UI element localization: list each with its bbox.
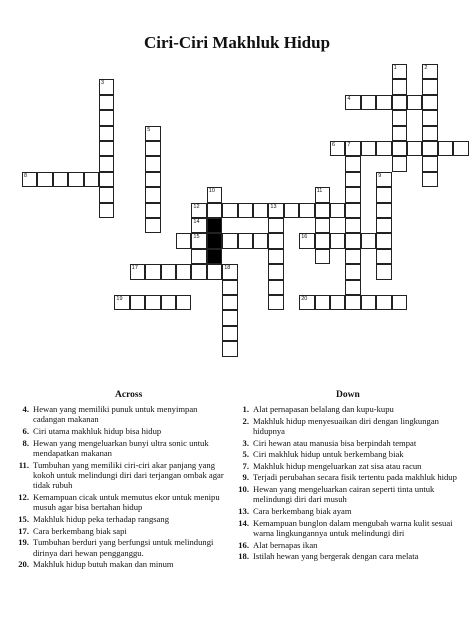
crossword-cell[interactable] (392, 126, 407, 141)
crossword-cell[interactable] (207, 203, 222, 218)
down-clue (234, 540, 464, 550)
crossword-cell[interactable] (145, 203, 160, 218)
blocked-cell (207, 218, 222, 233)
crossword-cell[interactable] (361, 141, 376, 156)
crossword-cell[interactable] (238, 203, 253, 218)
down-clue (234, 506, 464, 516)
crossword-cell[interactable] (191, 264, 206, 279)
cell-number: 5 (147, 126, 151, 133)
clue-text: Tumbuhan yang memiliki ciri-ciri akar panjang yang kokoh untuk melindungi diri dari terjangan ombak agar tidak rubuh (33, 459, 224, 491)
crossword-cell[interactable] (161, 264, 176, 279)
crossword-cell[interactable] (330, 233, 345, 248)
cell-number: 6 (332, 142, 336, 148)
crossword-cell[interactable] (315, 295, 330, 310)
crossword-cell[interactable] (330, 295, 345, 310)
crossword-cell[interactable] (315, 249, 330, 264)
down-clue (234, 404, 464, 414)
crossword-cell[interactable] (207, 264, 222, 279)
crossword-cell[interactable] (99, 110, 114, 125)
cell-number: 16 (301, 234, 308, 241)
crossword-cell[interactable] (392, 110, 407, 125)
crossword-cell[interactable] (361, 295, 376, 310)
crossword-cell[interactable] (130, 295, 145, 310)
crossword-cell[interactable] (315, 187, 330, 202)
crossword-cell[interactable] (99, 187, 114, 202)
cell-number: 3 (101, 80, 105, 87)
clue-text: Ciri hewan atau manusia bisa berpindah tempat (253, 437, 417, 448)
crossword-cell[interactable] (268, 203, 283, 218)
clue-text: Tumbuhan berduri yang berfungsi untuk melindungi dirinya dari hewan pengganggu. (33, 537, 214, 558)
clue-text: Hewan yang mengeluarkan cairan seperti tinta untuk melindungi diri dari musuh (253, 483, 435, 505)
crossword-cell[interactable] (345, 264, 360, 279)
crossword-cell[interactable] (361, 233, 376, 248)
crossword-cell[interactable] (207, 187, 222, 202)
crossword-cell[interactable] (191, 218, 206, 233)
crossword-cell[interactable] (345, 249, 360, 264)
crossword-cell[interactable] (299, 295, 314, 310)
down-clue (234, 484, 464, 505)
crossword-cell[interactable] (376, 203, 391, 218)
crossword-cell[interactable] (222, 264, 237, 279)
crossword-cell[interactable] (268, 280, 283, 295)
crossword-cell[interactable] (37, 172, 52, 187)
across-clue (14, 514, 226, 524)
crossword-cell[interactable] (392, 295, 407, 310)
crossword-cell[interactable] (422, 156, 437, 171)
crossword-cell[interactable] (176, 264, 191, 279)
crossword-cell[interactable] (145, 187, 160, 202)
crossword-cell[interactable] (422, 172, 437, 187)
crossword-cell[interactable] (238, 233, 253, 248)
clue-number: 19. (18, 537, 29, 548)
crossword-cell[interactable] (345, 95, 360, 110)
crossword-cell[interactable] (422, 126, 437, 141)
crossword-cell[interactable] (222, 341, 237, 356)
crossword-cell[interactable] (191, 233, 206, 248)
clue-number: 20. (18, 559, 29, 570)
cell-number: 8 (24, 172, 28, 179)
crossword-cell[interactable] (376, 295, 391, 310)
cell-number: 10 (208, 188, 215, 195)
crossword-cell[interactable] (330, 141, 345, 156)
crossword-cell[interactable] (84, 172, 99, 187)
across-clue (14, 426, 226, 436)
crossword-cell[interactable] (99, 95, 114, 110)
crossword-cell[interactable] (345, 233, 360, 248)
blocked-cell (207, 249, 222, 264)
crossword-cell[interactable] (376, 218, 391, 233)
cell-number: 13 (270, 203, 277, 210)
cell-number: 17 (131, 265, 138, 272)
clue-number: 4. (22, 404, 29, 414)
clue-text: Cara berkembang biak sapi (33, 525, 127, 536)
cell-number: 15 (193, 234, 200, 241)
across-clue (14, 559, 226, 569)
clue-number: 11. (18, 459, 29, 470)
clue-number: 5. (242, 449, 249, 460)
crossword-cell[interactable] (315, 203, 330, 218)
down-clues (234, 404, 464, 563)
down-clue (234, 449, 464, 459)
cell-number: 9 (378, 172, 382, 179)
crossword-cell[interactable] (145, 126, 160, 141)
crossword-cell[interactable] (99, 203, 114, 218)
clue-text: Makhluk hidup peka terhadap rangsang (33, 514, 170, 524)
cell-number: 1 (393, 65, 397, 71)
crossword-cell[interactable] (315, 233, 330, 248)
crossword-cell[interactable] (345, 218, 360, 233)
clue-number: 1. (242, 404, 249, 414)
crossword-cell[interactable] (392, 79, 407, 94)
across-clue (14, 492, 226, 513)
clue-number: 12. (18, 492, 29, 502)
crossword-cell[interactable] (222, 280, 237, 295)
cell-number: 20 (301, 296, 308, 302)
down-clue (234, 551, 464, 561)
across-clue (14, 526, 226, 536)
down-clue (234, 518, 464, 539)
crossword-cell[interactable] (422, 64, 437, 79)
crossword-cell[interactable] (376, 187, 391, 202)
clue-number: 6. (22, 426, 29, 436)
crossword-cell[interactable] (99, 172, 114, 187)
crossword-cell[interactable] (376, 141, 391, 156)
clue-text: Makhluk hidup butuh makan dan minum (33, 559, 174, 570)
clue-number: 3. (242, 437, 249, 448)
crossword-cell[interactable] (222, 310, 237, 325)
crossword-cell[interactable] (268, 233, 283, 248)
blocked-cell (207, 233, 222, 248)
clue-text: Makhluk hidup mengeluarkan zat sisa atau racun (253, 460, 422, 471)
clue-text: Makhluk hidup menyesuaikan diri dengan lingkungan hidupnya (253, 415, 439, 436)
crossword-cell[interactable] (422, 141, 437, 156)
crossword-cell[interactable] (345, 203, 360, 218)
clue-text: Hewan yang memiliki punuk untuk menyimpan cadangan makanan (33, 404, 198, 425)
across-clue (14, 537, 226, 558)
crossword-cell[interactable] (145, 264, 160, 279)
crossword-cell[interactable] (422, 110, 437, 125)
across-clue (14, 438, 226, 459)
clue-text: Kemampuan cicak untuk memutus ekor untuk menipu musuh agar bisa bertahan hidup (33, 492, 220, 513)
crossword-cell[interactable] (191, 203, 206, 218)
cell-number: 12 (193, 203, 200, 210)
crossword-cell[interactable] (114, 295, 129, 310)
clue-number: 13. (238, 505, 249, 516)
cell-number: 7 (347, 142, 351, 148)
clue-text: Alat pernapasan belalang dan kupu-kupu (253, 404, 394, 414)
crossword-cell[interactable] (376, 95, 391, 110)
down-clue (234, 472, 464, 482)
crossword-cell[interactable] (345, 295, 360, 310)
clue-number: 14. (238, 517, 249, 528)
crossword-cell[interactable] (22, 172, 37, 187)
clue-number: 7. (242, 460, 249, 471)
crossword-cell[interactable] (99, 126, 114, 141)
crossword-cell[interactable] (345, 141, 360, 156)
across-clues (14, 404, 226, 571)
crossword-cell[interactable] (407, 141, 422, 156)
crossword-cell[interactable] (176, 233, 191, 248)
clue-text: Cara berkembang biak ayam (253, 505, 352, 516)
crossword-cell[interactable] (222, 295, 237, 310)
crossword-cell[interactable] (345, 280, 360, 295)
across-clue (14, 404, 226, 425)
crossword-cell[interactable] (268, 218, 283, 233)
clue-number: 9. (242, 472, 249, 483)
cell-number: 19 (116, 296, 123, 302)
down-clue (234, 461, 464, 471)
crossword-cell[interactable] (145, 156, 160, 171)
crossword-cell[interactable] (345, 156, 360, 171)
cell-number: 2 (424, 65, 428, 71)
crossword-cell[interactable] (191, 249, 206, 264)
crossword-cell[interactable] (330, 203, 345, 218)
crossword-cell[interactable] (361, 95, 376, 110)
cell-number: 14 (193, 219, 200, 225)
clue-number: 18. (238, 551, 249, 562)
clue-number: 2. (242, 415, 249, 426)
clue-text: Alat bernapas ikan (253, 539, 318, 550)
crossword-cell[interactable] (99, 156, 114, 171)
crossword-cell[interactable] (176, 295, 191, 310)
clue-number: 16. (238, 539, 249, 550)
clue-number: 10. (238, 483, 249, 494)
down-heading: Down (336, 390, 360, 400)
clue-text: Ciri makhluk hidup untuk berkembang biak (253, 449, 404, 460)
clue-text: Kemampuan bunglon dalam mengubah warna kulit sesuai warna lingkungannya untuk melindungi diri (253, 517, 453, 538)
crossword-cell[interactable] (253, 203, 268, 218)
crossword-cell[interactable] (315, 218, 330, 233)
crossword-cell[interactable] (438, 141, 453, 156)
down-clue (234, 438, 464, 448)
crossword-cell[interactable] (145, 141, 160, 156)
crossword-cell[interactable] (268, 264, 283, 279)
crossword-cell[interactable] (422, 79, 437, 94)
crossword-cell[interactable] (376, 172, 391, 187)
crossword-cell[interactable] (392, 95, 407, 110)
page-title: Ciri-Ciri Makhluk Hidup (143, 33, 331, 52)
crossword-cell[interactable] (145, 218, 160, 233)
clue-text: Hewan yang mengeluarkan bunyi ultra sonic untuk mendapatkan makanan (33, 437, 209, 458)
clue-text: Istilah hewan yang bergerak dengan cara melata (253, 551, 419, 562)
across-heading: Across (115, 390, 143, 400)
crossword-cell[interactable] (345, 172, 360, 187)
crossword-cell[interactable] (422, 95, 437, 110)
crossword-cell[interactable] (453, 141, 468, 156)
crossword-cell[interactable] (299, 203, 314, 218)
cell-number: 4 (347, 95, 351, 102)
crossword-cell[interactable] (392, 64, 407, 79)
crossword-cell[interactable] (376, 249, 391, 264)
crossword-cell[interactable] (222, 233, 237, 248)
crossword-cell[interactable] (99, 141, 114, 156)
crossword-cell[interactable] (145, 295, 160, 310)
crossword-cell[interactable] (161, 295, 176, 310)
crossword-cell[interactable] (345, 187, 360, 202)
crossword-cell[interactable] (284, 203, 299, 218)
clue-number: 17. (18, 525, 29, 536)
crossword-cell[interactable] (392, 156, 407, 171)
crossword-cell[interactable] (222, 203, 237, 218)
crossword-cell[interactable] (130, 264, 145, 279)
across-clue (14, 460, 226, 491)
clue-number: 8. (22, 437, 29, 448)
crossword-cell[interactable] (253, 233, 268, 248)
clue-number: 15. (18, 514, 29, 524)
crossword-cell[interactable] (268, 295, 283, 310)
crossword-cell[interactable] (268, 249, 283, 264)
crossword-cell[interactable] (145, 172, 160, 187)
crossword-cell[interactable] (222, 326, 237, 341)
clue-text: Terjadi perubahan secara fisik tertentu pada makhluk hidup (253, 472, 457, 483)
crossword-cell[interactable] (376, 264, 391, 279)
crossword-cell[interactable] (392, 141, 407, 156)
cell-number: 11 (316, 188, 323, 195)
clue-text: Ciri utama makhluk hidup bisa hidup (33, 426, 162, 436)
crossword-cell[interactable] (299, 233, 314, 248)
down-clue (234, 416, 464, 437)
crossword-cell[interactable] (99, 79, 114, 94)
crossword-cell[interactable] (376, 233, 391, 248)
crossword-cell[interactable] (53, 172, 68, 187)
crossword-cell[interactable] (68, 172, 83, 187)
cell-number: 18 (224, 265, 231, 272)
crossword-cell[interactable] (407, 95, 422, 110)
